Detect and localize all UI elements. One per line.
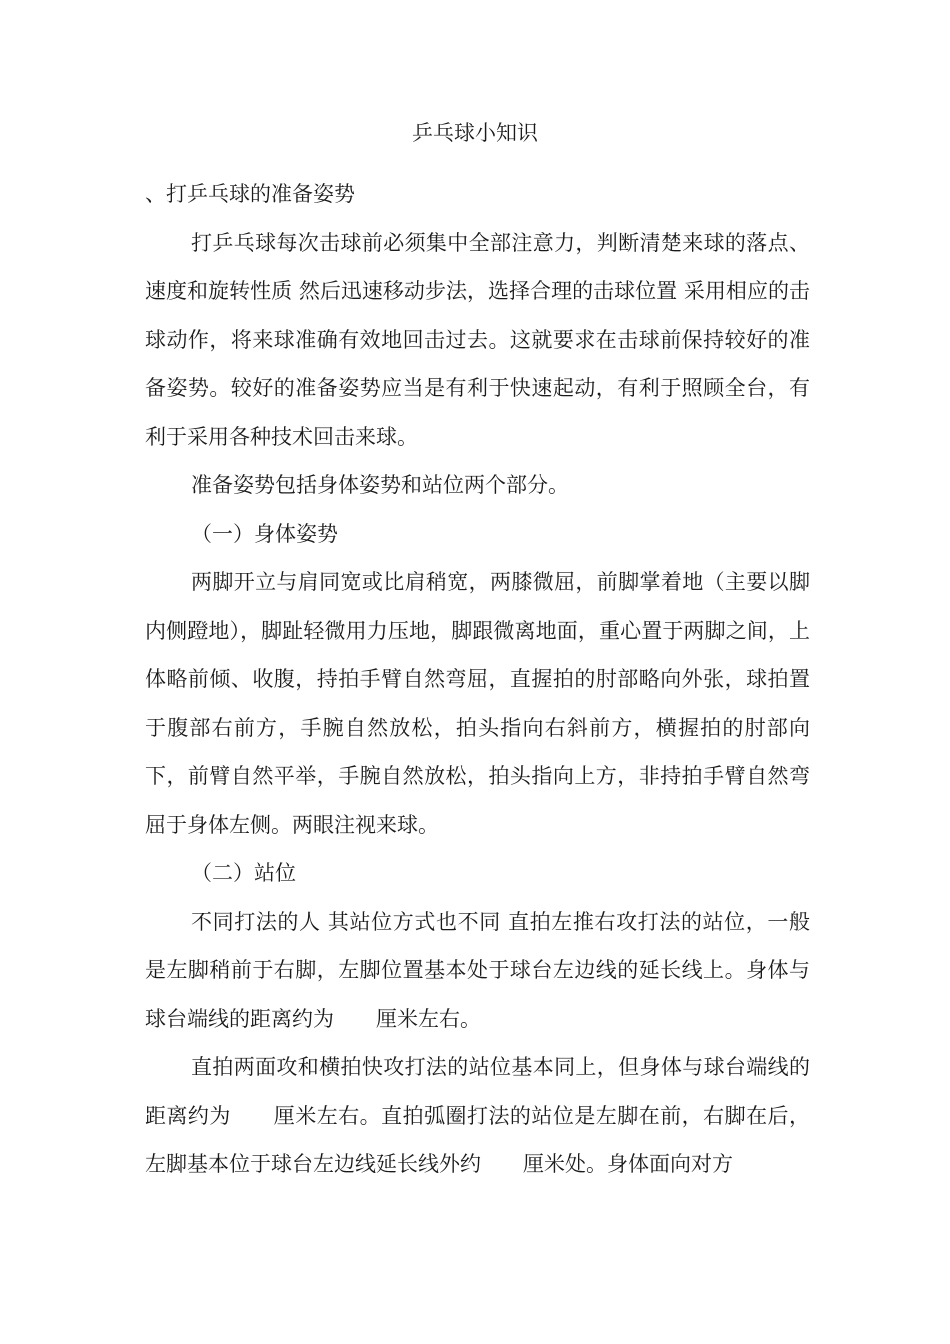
subheading-body-posture: （一）身体姿势	[191, 521, 338, 546]
paragraph-body-posture: 两脚开立与肩同宽或比肩稍宽，两膝微屈，前脚掌着地（主要以脚内侧蹬地），脚趾轻微用力压地，脚跟微离地面，重心置于两脚之间，上体略前倾、收腹，持拍手臂自然弯屈，直握拍的肘部略向外张，球拍置于腹部右前方，手腕自然放松，拍头指向右斜前方，横握拍的肘部向下，前臂自然平举，手腕自然放松，拍头指向上方，非持拍手臂自然弯屈于身体左侧。两眼注视来球。	[145, 570, 810, 837]
paragraph-intro: 打乒乓球每次击球前必须集中全部注意力，判断清楚来球的落点、速度和旋转性质 然后迅速移动步法，选择合理的击球位置 采用相应的击球动作，将来球准确有效地回击过去。这就要求在击球前保持较好的准备姿势。较好的准备姿势应当是有利于快速起动，有利于照顾全台，有利于采用各种技术回击来球。	[145, 230, 810, 449]
paragraph-components: 准备姿势包括身体姿势和站位两个部分。	[191, 473, 569, 497]
document-title: 乒乓球小知识	[412, 121, 538, 145]
paragraph-stance-2: 直拍两面攻和横拍快攻打法的站位基本同上，但身体与球台端线的距离约为 厘米左右。直拍弧圈打法的站位是左脚在前，右脚在后，左脚基本位于球台左边线延长线外约 厘米处。身体面向对方	[145, 1055, 810, 1176]
paragraph-stance-1: 不同打法的人 其站位方式也不同 直拍左推右攻打法的站位，一般是左脚稍前于右脚，左脚位置基本处于球台左边线的延长线上。身体与球台端线的距离约为 厘米左右。	[145, 909, 810, 1031]
section-heading-preparation: 、打乒乓球的准备姿势	[145, 182, 355, 206]
subheading-stance: （二）站位	[191, 861, 296, 885]
document-body	[145, 170, 810, 1189]
